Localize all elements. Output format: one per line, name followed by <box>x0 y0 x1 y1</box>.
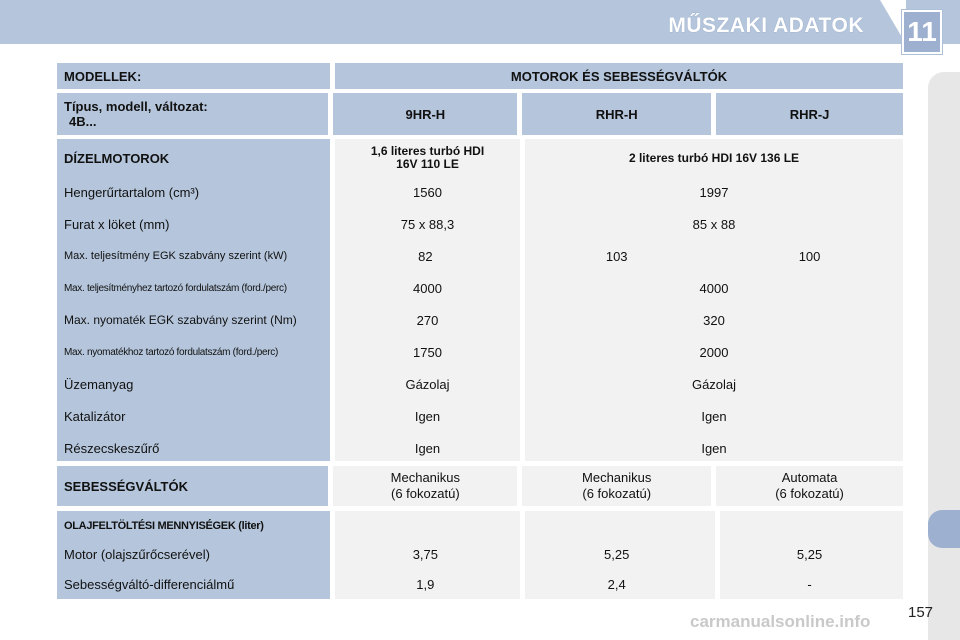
chapter-badge: 11 <box>902 10 942 54</box>
table-row: Motor (olajszűrőcserével) 3,75 5,25 5,25 <box>64 546 823 562</box>
models-header: MODELLEK: <box>57 63 330 89</box>
engines-header: MOTOROK ÉS SEBESSÉGVÁLTÓK <box>335 63 903 89</box>
page-title: MŰSZAKI ADATOK <box>668 14 864 37</box>
oil-title: OLAJFELTÖLTÉSI MENNYISÉGEK (liter) <box>64 520 264 532</box>
table-row: Max. teljesítmény EGK szabvány szerint (kW) 82 103 100 <box>64 248 821 264</box>
side-margin <box>928 72 960 640</box>
side-tab <box>928 510 960 548</box>
table-row: Sebességváltó-differenciálmű 1,9 2,4 - <box>64 576 812 592</box>
table-row: Üzemanyag Gázolaj Gázolaj <box>64 376 737 392</box>
watermark: carmanualsonline.info <box>690 612 871 631</box>
gearbox-title: SEBESSÉGVÁLTÓK <box>57 466 328 506</box>
gearbox-3: Automata (6 fokozatú) <box>716 466 903 506</box>
table-row: Max. nyomaték EGK szabvány szerint (Nm) 270 320 <box>64 312 725 328</box>
type-row <box>57 93 903 135</box>
table-row: Részecskeszűrő Igen Igen <box>64 440 727 456</box>
table-row: Max. nyomatékhoz tartozó fordulatszám (ford./perc) 1750 2000 <box>64 344 729 360</box>
gearbox-2: Mechanikus (6 fokozatú) <box>522 466 711 506</box>
type-label: Típus, modell, változat: 4B... <box>57 93 328 135</box>
table-header <box>57 63 903 89</box>
diesel-title: DÍZELMOTOROK <box>64 150 170 166</box>
type-rhr-h: RHR-H <box>522 93 711 135</box>
table-row: Hengerűrtartalom (cm³) 1560 1997 <box>64 184 729 200</box>
type-9hr-h: 9HR-H <box>333 93 517 135</box>
diesel-title-row <box>57 141 903 175</box>
page-number: 157 <box>908 604 934 621</box>
engine-1-6: 1,6 literes turbó HDI 16V 110 LE <box>370 144 485 171</box>
engine-2-0: 2 literes turbó HDI 16V 136 LE <box>628 151 800 165</box>
oil-title-row <box>57 513 903 539</box>
gearbox-row <box>57 466 903 506</box>
table-row: Max. teljesítményhez tartozó fordulatszám (ford./perc) 4000 4000 <box>64 280 729 296</box>
gearbox-1: Mechanikus (6 fokozatú) <box>333 466 517 506</box>
table-row: Furat x löket (mm) 75 x 88,3 85 x 88 <box>64 216 736 232</box>
type-rhr-j: RHR-J <box>716 93 903 135</box>
table-row: Katalizátor Igen Igen <box>64 408 727 424</box>
